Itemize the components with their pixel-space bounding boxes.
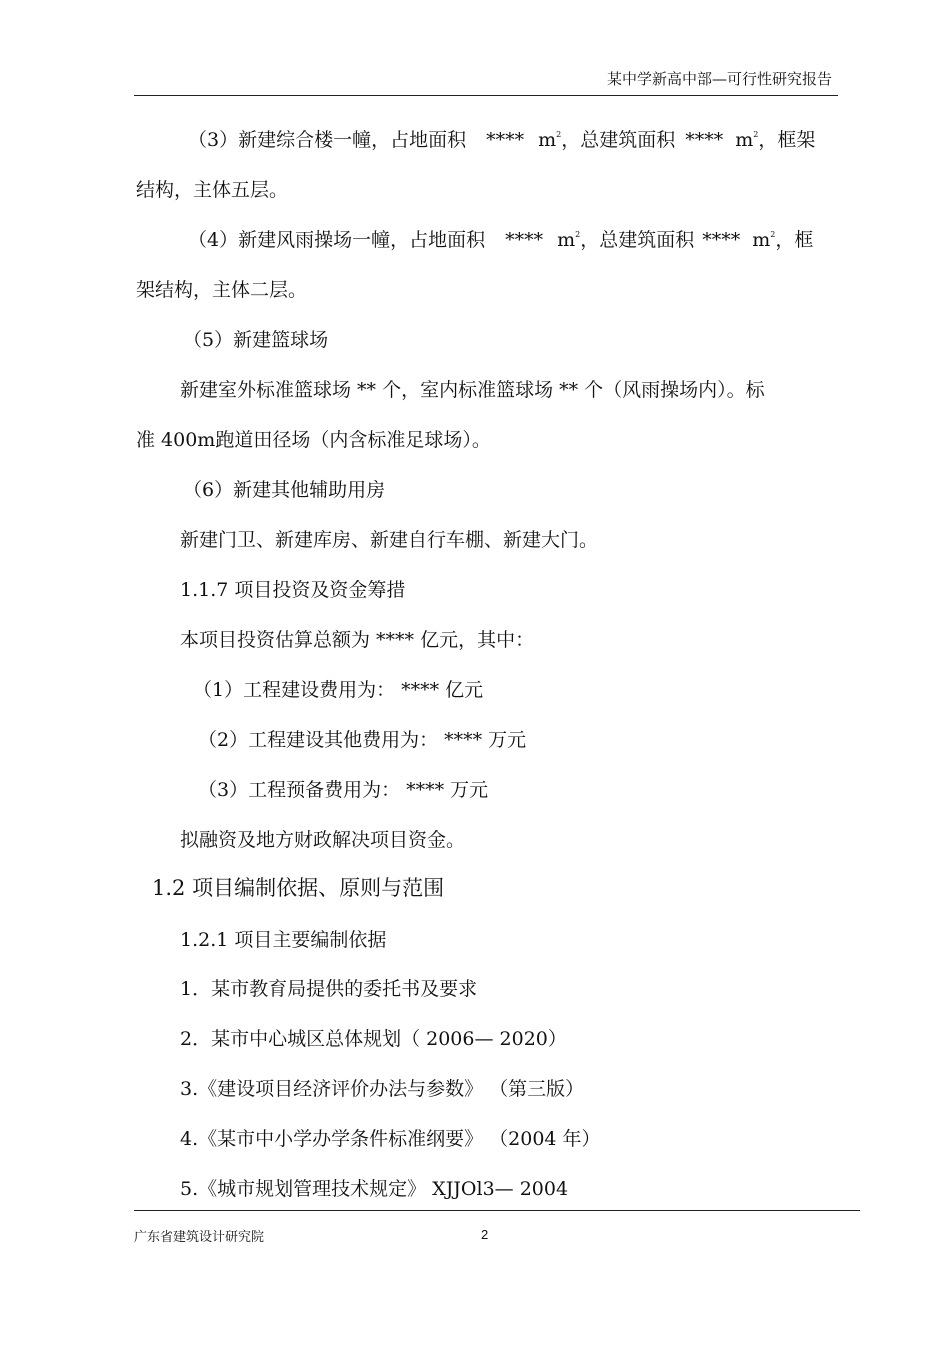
paragraph-item-4-cont: 架结构，主体二层。 xyxy=(136,279,308,301)
item3-unit-a: m xyxy=(538,129,557,151)
section-1-2-1-heading: 1.2.1 项目主要编制依据 xyxy=(180,929,387,951)
item3-text-g: ，框架 xyxy=(758,129,816,151)
item-5-title: （5）新建篮球场 xyxy=(183,329,329,351)
investment-item-2: （2）工程建设其他费用为： **** 万元 xyxy=(198,729,527,751)
section-1-1-7-heading: 1.1.7 项目投资及资金筹措 xyxy=(180,579,406,601)
paragraph-item-3-cont: 结构，主体五层。 xyxy=(136,179,289,201)
item-5-line-1: 新建室外标准篮球场 ** 个，室内标准篮球场 ** 个（风雨操场内）。标 xyxy=(180,379,765,401)
item4-area-value: **** xyxy=(505,229,544,251)
reference-1: 1．某市教育局提供的委托书及要求 xyxy=(180,978,478,1000)
item4-text-a: （4）新建风雨操场一幢，占地面积 xyxy=(188,229,486,251)
item4-unit-b: m xyxy=(752,229,771,251)
investment-total: 本项目投资估算总额为 **** 亿元，其中： xyxy=(180,629,535,651)
running-header: 某中学新高中部—可行性研究报告 xyxy=(606,70,832,88)
header-rule xyxy=(134,95,838,96)
investment-item-3: （3）工程预备费用为： **** 万元 xyxy=(198,779,489,801)
section-1-2-heading: 1.2 项目编制依据、原则与范围 xyxy=(152,876,445,900)
item3-area-value: **** xyxy=(486,129,525,151)
reference-2: 2．某市中心城区总体规划（ 2006— 2020） xyxy=(180,1028,567,1050)
item3-unit-b: m xyxy=(735,129,754,151)
item4-unit-a: m xyxy=(557,229,576,251)
item3-unit-a-sup: 2 xyxy=(556,130,562,139)
page-number: 2 xyxy=(481,1227,489,1242)
item3-text-a: （3）新建综合楼一幢，占地面积 xyxy=(188,129,467,151)
item4-unit-a-sup: 2 xyxy=(575,230,581,239)
item3-text-d: ，总建筑面积 xyxy=(561,129,676,151)
item4-text-g: ，框 xyxy=(775,229,814,251)
footer-rule xyxy=(134,1210,860,1211)
footer-organization: 广东省建筑设计研究院 xyxy=(134,1230,265,1245)
investment-item-1: （1）工程建设费用为： **** 亿元 xyxy=(193,679,484,701)
item3-total-value: **** xyxy=(685,129,724,151)
reference-4: 4.《某市中小学办学条件标准纲要》 （2004 年） xyxy=(180,1128,601,1150)
item3-unit-b-sup: 2 xyxy=(753,130,759,139)
item4-total-value: **** xyxy=(702,229,741,251)
item4-text-d: ，总建筑面积 xyxy=(580,229,695,251)
item-5-line-2: 准 400m跑道田径场（内含标准足球场）。 xyxy=(136,429,491,451)
reference-5: 5.《城市规划管理技术规定》 XJJOl3— 2004 xyxy=(180,1178,569,1200)
item4-unit-b-sup: 2 xyxy=(770,230,776,239)
reference-3: 3.《建设项目经济评价办法与参数》 （第三版） xyxy=(180,1078,585,1100)
item-6-title: （6）新建其他辅助用房 xyxy=(183,479,386,501)
paragraph-item-3 xyxy=(188,131,815,150)
funding-sentence: 拟融资及地方财政解决项目资金。 xyxy=(180,829,466,851)
item-6-line: 新建门卫、新建库房、新建自行车棚、新建大门。 xyxy=(180,529,599,551)
paragraph-item-4 xyxy=(188,231,813,250)
